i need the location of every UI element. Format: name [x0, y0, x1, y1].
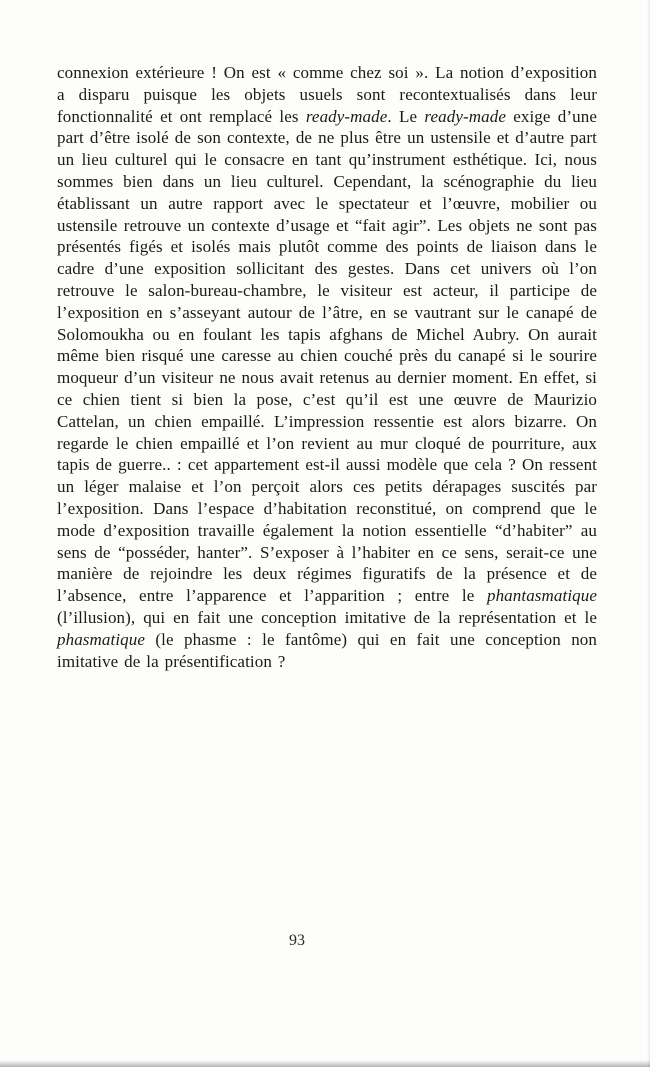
- text-run: . Le: [387, 106, 425, 126]
- text-run: connexion extérieure ! On est « comme chez soi ». La notion d’exposition a disparu puisque les objets usuels sont recontextualisés dans leur fonctionnalité et ont remplacé les: [57, 63, 597, 126]
- italic-term: phasmatique: [57, 629, 145, 649]
- page-number: 93: [289, 932, 305, 949]
- italic-term: phantasmatique: [486, 586, 597, 606]
- text-run: (l’illusion), qui en fait une conception imitative de la représentation et le: [57, 607, 597, 627]
- italic-term: ready-made: [424, 106, 506, 126]
- text-run: exige d’une part d’être isolé de son contexte, de ne plus être un ustensile et d’autre part un lieu culturel qui le consacre en tant qu’instrument esthétique. Ici, nous sommes bien dans un lieu culturel. Cependant, la scénographie du lieu établissant un autre rapport avec le spectateur et l’œuvre, mobilier ou ustensile retrouve un contexte d’usage et “fait agir”. Les objets ne sont pas présentés figés et isolés mais plutôt comme des points de liaison dans le cadre d’une exposition sollicitant des gestes. Dans cet univers où l’on retrouve le salon-bureau-chambre, le visiteur est acteur, il participe de l’exposition en s’asseyant autour de l’âtre, en se vautrant sur le canapé de Solomoukha ou en foulant les tapis afghans de Michel Aubry. On aurait même bien risqué une caresse au chien couché près du canapé si le sourire moqueur d’un visiteur ne nous avait retenus au dernier moment. En effet, si ce chien tient si bien la pose, c’est qu’il est une œuvre de Maurizio Cattelan, un chien empaillé. L’impression ressentie est alors bizarre. On regarde le chien empaillé et l’on revient au mur cloqué de pourriture, aux tapis de guerre.. : cet appartement est-il aussi modèle que cela ? On ressent un léger malaise et l’on perçoit alors ces petits dérapages suscités par l’exposition. Dans l’espace d’habitation reconstitué, on comprend que le mode d’exposition travaille également la notion essentielle “d’habiter” au sens de “posséder, hanter”. S’exposer à l’habiter en ce sens, serait-ce une manière de rejoindre les deux régimes figuratifs de la présence et de l’absence, entre l’apparence et l’apparition ; entre le: [57, 106, 597, 606]
- scan-edge-bottom-artifact: [0, 1060, 650, 1067]
- text-run: (le phasme : le fantôme) qui en fait une conception non imitative de la présentification ?: [57, 629, 597, 671]
- paragraph: [57, 62, 597, 672]
- italic-term: ready-made: [305, 106, 388, 126]
